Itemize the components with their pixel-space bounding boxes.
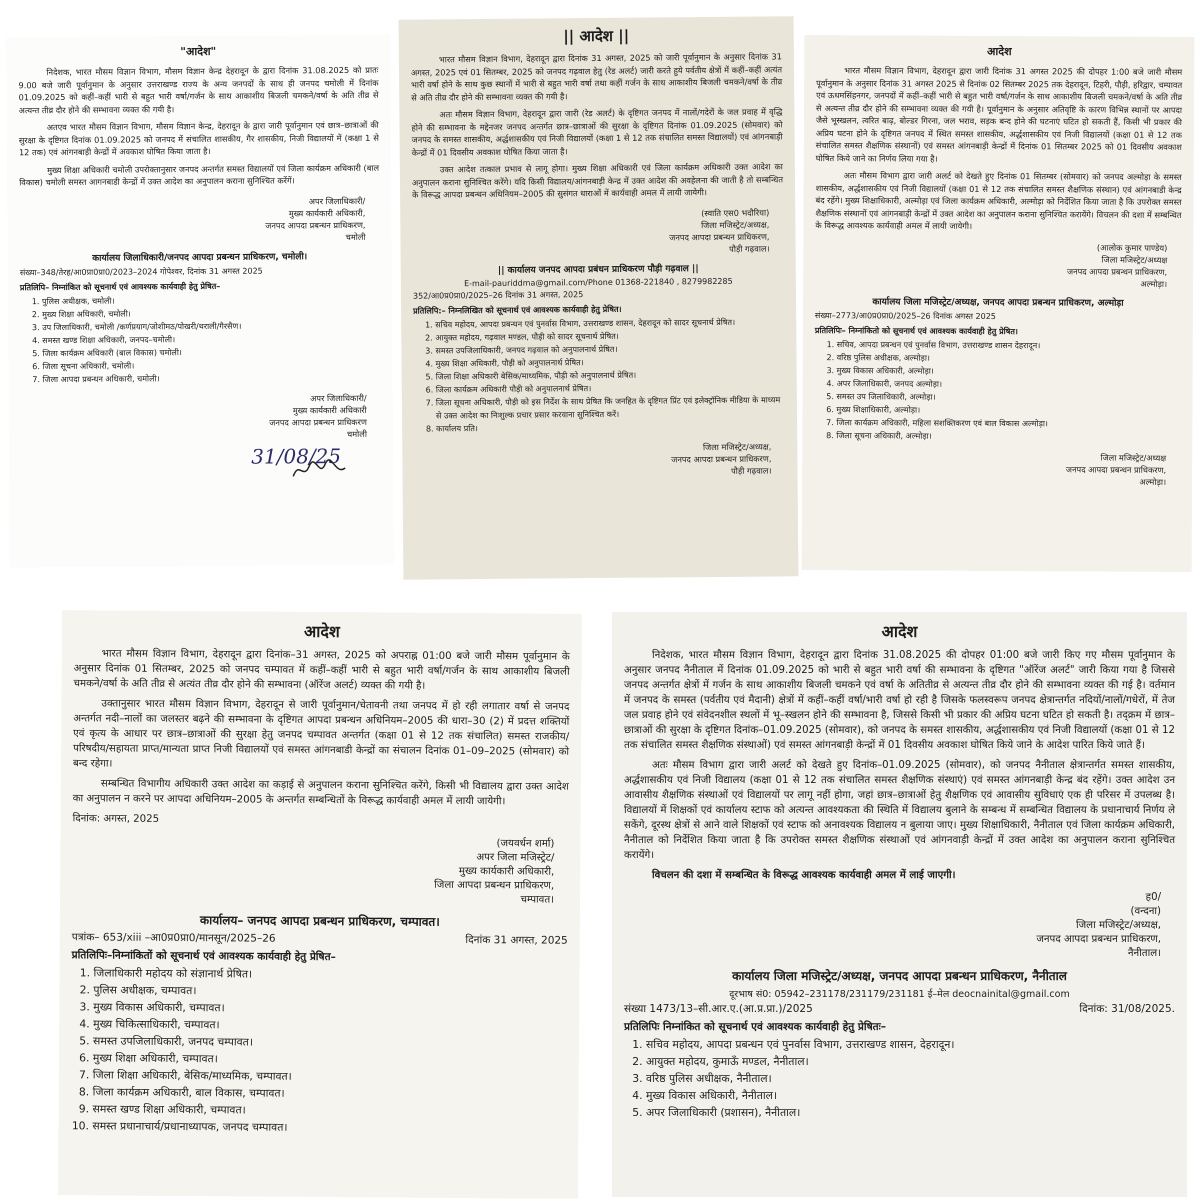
copy-list bbox=[70, 964, 567, 1137]
order-paragraph: भारत मौसम विज्ञान विभाग, देहरादून द्वारा जारी दिनांक 31 अगस्त 2025 की दोपहर 1:00 बजे जारी मौसम पूर्वानुमान के अनुसार दिनांक 31 अगस्त 2025 से दिनांक 02 सितम्बर 2025 तक देहरादून, टिहरी, पौड़ी, हरिद्वार, चम्पावत एवं ऊधमसिंहनगर, जनपदों में कहीं–कहीं भारी से बहुत भारी वर्षा/गर्जन के साथ आकाशीय बिजली चमकने/वर्षा के अति तीव्र से अत्यन्त तीव्र दौर होने की सम्भावना व्यक्त की गयी है। पूर्वानुमान के अनुसार अतिवृष्टि के कारण विभिन्न स्थानों पर आपदा जैसे भूस्खलन, त्वरित बाढ़, बोल्डर गिरना, जल भराव, सड़क बन्द होने की घटनाएं घटित हो सकती हैं, किसी भी प्रकार की अप्रिय घटना होने के दृष्टिगत जनपद में स्थित समस्त शासकीय, अर्द्धशासकीय एवं निजी विद्यालयों (कक्षा 01 से 12 तक संचालित समस्त शैक्षणिक संस्थानों) एवं समस्त आंगनबाड़ी केन्द्रों में दिनांक 01 सितम्बर 2025 को 01 दिवसीय अवकाश घोषित किये जाने का निर्णय लिया गया है। bbox=[815, 65, 1183, 164]
contact-line: दूरभाष सं0: 05942–231178/231179/231181 ई–मेल deocnainital@gmail.com bbox=[729, 989, 1070, 1000]
list-item: 4. समस्त खण्ड शिक्षा अधिकारी, जनपद–चमोली। bbox=[42, 331, 380, 346]
reference-date: दिनांक: 31/08/2025. bbox=[1079, 1003, 1175, 1015]
order-paragraph: अतः मौसम विज्ञान विभाग, देहरादून द्वारा जारी (रेड अलर्ट) के दृष्टिगत जनपद में नालों/गदेरों के जल प्रवाह में वृद्धि होने की सम्भावना के मद्देनजर जनपद अन्तर्गत छात्र–छात्राओं की सुरक्षा के दृष्टिगत दिनांक 01.09.2025 (सोमवार) को जनपद के समस्त शासकीय, अर्द्धशासकीय एवं निजी विद्यालयों (कक्षा 1 से 12 तक संचालित समस्त विद्यालयों) एवं आंगनबाड़ी केन्द्रों में 01 दिवसीय अवकाश घोषित किया जाता है। bbox=[411, 106, 783, 158]
signatory-block: जिला मजिस्ट्रेट/अध्यक्ष, जनपद आपदा प्रबन्धन प्राधिकरण, पौड़ी गढ़वाल। bbox=[671, 440, 772, 476]
list-item: 9. समस्त खण्ड शिक्षा अधिकारी, चम्पावत। bbox=[93, 1100, 567, 1120]
signatory-block: (जयवर्धन शर्मा) अपर जिला मजिस्ट्रेट/ मुख्य कार्यकारी अधिकारी, जिला आपदा प्रबन्धन प्राधिकरण, चम्पावत। bbox=[434, 838, 555, 906]
list-item: 1. सचिव महोदय, आपदा प्रबन्धन एवं पुनर्वास विभाग, उत्तराखण्ड शासन, देहरादून को सादर सूचनार्थ प्रेषित। bbox=[435, 315, 784, 331]
reference-number: पत्रांक– 653/xiii –आ0प्र0प्रा0/मानसून/2025–26 bbox=[71, 931, 276, 945]
list-item: 4. मुख्य शिक्षा अधिकारी, पौड़ी को अनुपालनार्थ प्रेषित। bbox=[436, 354, 785, 370]
reference-line bbox=[624, 1002, 1175, 1016]
list-item: 5. समस्त उप जिलाधिकारी, अल्मोड़ा। bbox=[836, 390, 1180, 405]
order-paragraph: निदेशक, भारत मौसम विज्ञान विभाग, देहरादून द्वारा दिनांक 31.08.2025 की दोपहर 01:00 बजे जारी किए गए मौसम पूर्वानुमान के अनुसार जनपद नैनीताल में दिनांक 01.09.2025 को भारी से बहुत भारी वर्षा की सम्भावना के दृष्टिगत "ऑरेंज अलर्ट" जारी किया गया है जिससे जनपद अन्तर्गत क्षेत्रों में गर्जन के साथ आकाशीय बिजली चमकने एवं वर्षा के अतितीव्र से अत्यन्त तीव्र दौर होने की सम्भावना व्यक्त की गई है। वर्तमान में जनपद के समस्त (पर्वतीय एवं मैदानी) क्षेत्रों में कहीं–कहीं वर्षा/भारी वर्षा हो रही है जिसके फलस्वरूप जनपद क्षेत्रान्तर्गत नदियों/नालों/गधेरों, में तेज जल प्रवाह होने एवं संवेदनशील स्थलों में भू–स्खलन होने की सम्भावना है, जिससे किसी भी प्रकार की अप्रिय घटना घटित हो सकती है। तद्क्रम में छात्र–छात्राओं की सुरक्षा के दृष्टिगत दिनांक–01.09.2025 (सोमवार), को जनपद के समस्त शासकीय, अर्द्धशासकीय एवं निजी विद्यालयों (कक्षा 01 से 12 तक संचालित समस्त शैक्षणिक संस्थाओं) एवं समस्त आंगनबाड़ी केन्द्रों में 01 दिवसीय अवकाश घोषित किये जाने के आदेश पारित किये जाते हैं। bbox=[624, 650, 1175, 751]
list-item: 3. समस्त उपजिलाधिकारी, जनपद गढ़वाल को अनुपालनार्थ प्रेषित। bbox=[435, 341, 784, 357]
list-item: 7. जिला कार्यक्रम अधिकारी, महिला सशक्तिकरण एवं बाल विकास अल्मोड़ा। bbox=[836, 416, 1180, 431]
order-title: "आदेश" bbox=[180, 44, 217, 59]
order-paragraph: अतः मौसम विभाग द्वारा जारी अलर्ट को देखते हुए दिनांक 01 सितम्बर (सोमवार) को जनपद अल्मोड़ा के समस्त शासकीय, अर्द्धशासकीय एवं निजी विद्यालयों (कक्षा 01 से 12 तक संचालित समस्त शैक्षणिक संस्थान) एवं आंगनबाडी केन्द्र बंद रहेंगे। मुख्य शिक्षाधिकारी, अल्मोड़ा एवं जिला कार्यक्रम अधिकारी, अल्मोड़ा को निर्देशित किया जाता है कि उपरोक्त समस्त शैक्षणिक संस्थानों एवं आंगनबाड़ी केन्द्रों में उक्त आदेश का अनुपालन कराना सुनिश्चित करायेंगे। विचलन की दशा में सम्बन्धित के विरूद्ध आवश्यक कार्यवाही अमल में लायी जायेगी। bbox=[815, 170, 1182, 231]
list-item: 2. आयुक्त महोदय, कुमाऊँ मण्डल, नैनीताल। bbox=[646, 1053, 1175, 1070]
order-title: || आदेश || bbox=[563, 26, 630, 46]
copy-heading: प्रतिलिपि– निम्नांकित को सूचनार्थ एवं आवश्यक कार्यवाही हेतु प्रेषित– bbox=[19, 281, 221, 292]
list-item: 2. वरिष्ठ पुलिस अधीक्षक, अल्मोड़ा। bbox=[837, 351, 1181, 366]
copy-list bbox=[624, 1036, 1175, 1121]
list-item: 8. जिला सूचना अधिकारी, अल्मोड़ा। bbox=[836, 429, 1180, 444]
list-item: 4. अपर जिलाधिकारी, जनपद अल्मोड़ा। bbox=[837, 377, 1181, 392]
list-item: 5. जिला शिक्षा अधिकारी बेसिक/माध्यमिक, पौड़ी को अनुपालनार्थ प्रेषित। bbox=[436, 367, 785, 383]
order-paragraph: भारत मौसम विज्ञान विभाग, देहरादून द्वारा दिनांक 31 अगस्त, 2025 को जारी पूर्वानुमान के अनुसार दिनांक 31 अगस्त, 2025 एवं 01 सितम्बर, 2025 को जनपद गढ़वाल हेतु (रेड अलर्ट) जारी करते हुये पर्वतीय क्षेत्रों में कहीं–कहीं अत्यंत भारी वर्षा होने के साथ कुछ स्थानों में भारी से बहुत भारी वर्षा तथा कहीं गर्जन के साथ आकाशीय बिजली चमकने/वर्षा के तीव्र से अति तीव्र दौर होने की सम्भावना व्यक्त की गयी है। bbox=[410, 51, 783, 103]
reference-number: संख्या–2773/आ0प्र0प्रा0/2025–26 दिनांक अगस्त 2025 bbox=[814, 310, 996, 321]
reference-number: संख्या–348/तेरह/आ0प्रा0प्रा0/2023–2024 गोपेश्वर, दिनांक 31 अगस्त 2025 bbox=[19, 266, 263, 277]
list-item: 3. मुख्य विकास अधिकारी, चम्पावत। bbox=[93, 998, 567, 1018]
reference-number: 352/आ0प्र0प्रा0/2025–26 दिनांक 31 अगस्त, 2025 bbox=[412, 289, 584, 301]
order-almora bbox=[802, 35, 1195, 572]
list-item: 7. जिला आपदा प्रबन्धन अधिकारी, चमोली। bbox=[42, 370, 380, 385]
office-heading: || कार्यालय जनपद आपदा प्रबंधन प्राधिकरण पौड़ी गढ़वाल || bbox=[497, 263, 699, 276]
office-heading: कार्यालय जिलाधिकारी/जनपद आपदा प्रबन्धन प्राधिकरण, चमोली। bbox=[92, 251, 308, 264]
copy-heading: प्रतिलिपि:– निम्नलिखित को सूचनार्थ एवं आवश्यक कार्यवाही हेतु प्रेषित। bbox=[413, 304, 622, 316]
list-item: 2. मुख्य शिक्षा अधिकारी, चमोली। bbox=[42, 305, 380, 320]
handwritten-date: 31/08/25 bbox=[251, 443, 342, 469]
list-item: 5. जिला कार्यक्रम अधिकारी (बाल विकास) चमोली। bbox=[42, 344, 380, 359]
list-item: 2. आयुक्त महोदय, गढ़वाल मण्डल, पौड़ी को सादर सूचनार्थ प्रेषित। bbox=[435, 328, 784, 344]
order-paragraph: निदेशक, भारत मौसम विज्ञान विभाग, मौसम विज्ञान केन्द्र देहरादून के द्वारा दिनांक 31.08.2025 को प्रातः 9.00 बजे जारी पूर्वानुमान के अनुसार उत्तराखण्ड राज्य के अन्य जनपदों के साथ ही जनपद चमोली में दिनांक 01.09.2025 को कहीं–कहीं भारी से बहुत भारी वर्षा/गर्जन के साथ आकाशीय बिजली चमकने/वर्षा के अति तीव्र से अत्यन्त तीव्र दौर होने की सम्भावना व्यक्त की गयी है। bbox=[18, 64, 379, 115]
list-item: 4. मुख्य चिकित्साधिकारी, चम्पावत। bbox=[93, 1015, 567, 1035]
signatory-block: अपर जिलाधिकारी/ मुख्य कार्यकारी अधिकारी जनपद आपदा प्रबन्धन प्राधिकरण चमोली bbox=[269, 392, 367, 439]
order-champawat bbox=[58, 610, 582, 1199]
signature-scribble bbox=[289, 458, 349, 482]
signatory-block: अपर जिलाधिकारी/ मुख्य कार्यकारी अधिकारी, जनपद आपदा प्रबन्धन प्राधिकरण, चमोली bbox=[265, 195, 366, 242]
list-item: 3. वरिष्ठ पुलिस अधीक्षक, नैनीताल। bbox=[646, 1070, 1175, 1087]
order-paragraph: भारत मौसम विज्ञान विभाग, देहरादून द्वारा दिनांक–31 अगस्त, 2025 को अपराह्न 01:00 बजे जारी मौसम पूर्वानुमान के अनुसार दिनांक 01 सितम्बर, 2025 को जनपद चम्पावत में कहीं–कहीं भारी से बहुत भारी वर्षा/गर्जन के साथ आकाशीय बिजली चमकने/वर्षा के अति तीव्र से अत्यंत तीव्र दौर होने की सम्भावना (ऑरेंज अलर्ट) व्यक्त की गयी है। bbox=[73, 648, 570, 692]
copy-heading: प्रतिलिपिः निम्नांकित को सूचनार्थ एवं आवश्यक कार्यवाही हेतु प्रेषितः– bbox=[624, 1021, 887, 1033]
office-heading: कार्यालय जिला मजिस्ट्रेट/अध्यक्ष, जनपद आपदा प्रबन्धन प्राधिकरण, नैनीताल bbox=[732, 969, 1067, 983]
reference-line bbox=[413, 287, 784, 301]
copy-list bbox=[413, 315, 785, 435]
order-nainital bbox=[612, 612, 1187, 1197]
reference-line bbox=[72, 930, 568, 947]
order-title: आदेश bbox=[303, 621, 340, 642]
office-heading: कार्यालय– जनपद आपदा प्रबन्धन प्राधिकरण, चम्पावत। bbox=[199, 913, 440, 929]
list-item: 1. सचिव, आपदा प्रबन्धन एवं पुनर्वास विभाग, उत्तराखण्ड शासन देहरादून। bbox=[837, 338, 1181, 353]
list-item: 10. समस्त प्रधानाचार्य/प्रधानाध्यापक, जनपद चम्पावत। bbox=[92, 1117, 566, 1137]
list-item: 5. अपर जिलाधिकारी (प्रशासन), नैनीताल। bbox=[646, 1104, 1175, 1121]
list-item: 1. जिलाधिकारी महोदय को संज्ञानार्थ प्रेषित। bbox=[93, 964, 567, 984]
order-paragraph: अतः मौसम विभाग द्वारा जारी अलर्ट को देखते हुए दिनांक–01.09.2025 (सोमवार), को जनपद नैनीताल क्षेत्रान्तर्गत समस्त शासकीय, अर्द्धशासकीय एवं निजी विद्यालय (कक्षा 01 से 12 तक संचालित समस्त शैक्षणिक संस्थाएं) एवं समस्त आंगनबाड़ी केन्द्र बंद रहेंगे। उक्त आदेश उन आवासीय शैक्षणिक संस्थाओं एवं विद्यालयों पर लागू नहीं होगा, जहां छात्र–छात्राओं हेतु शैक्षणिक एवं आवासीय सुविधाएं एक ही परिसर में उपलब्ध है। विद्यालयों में शिक्षकों एवं कार्यालय स्टाफ को अत्यन्त आवश्यकता की स्थिति में विद्यालय बुलाने के सम्बन्ध में सम्बन्धित विद्यालय के प्रधानाचार्य निर्णय ले सकेंगे, दूरस्थ क्षेत्रों से आने वाले शिक्षकों एवं स्टाफ को अनावश्यक विद्यालय न बुलाया जाए। मुख्य शिक्षाधिकारी, नैनीताल एवं जिला कार्यक्रम अधिकारी, नैनीताल को निर्देशित किया जाता है कि उपरोक्त समस्त शैक्षणिक संस्थाओं एवं आंगनवाड़ी केन्द्रों में उक्त आदेश का अनुपालन कराना सुनिश्चित करायेंगे। bbox=[624, 760, 1175, 861]
order-date-line: दिनांक: अगस्त, 2025 bbox=[72, 813, 160, 825]
list-item: 2. पुलिस अधीक्षक, चम्पावत। bbox=[93, 981, 567, 1001]
order-paragraph: अतएव भारत मौसम विज्ञान विभाग, मौसम विज्ञान केन्द्र, देहरादून के द्वारा जारी पूर्वानुमान एवं छात्र–छात्राओं की सुरक्षा के दृष्टिगत दिनांक 01.09.2025 को जनपद में संचालित शासकीय, गैर शासकीय, निजी विद्यालयों में (कक्षा 1 से 12 तक) एवं आंगनबाड़ी केन्द्रों में अवकाश घोषित किया जाता है। bbox=[18, 119, 379, 158]
reference-line bbox=[20, 264, 380, 278]
signatory-block: (स्वाति एस0 भदौरिया) जिला मजिस्ट्रेट/अध्यक्ष, जनपद आपदा प्रबन्धन प्राधिकरण, पौड़ी गढ़वाल। bbox=[669, 207, 770, 254]
list-item: 7. जिला शिक्षा अधिकारी, बेसिक/माध्यमिक, चम्पावत। bbox=[93, 1066, 567, 1086]
signatory-block: जिला मजिस्ट्रेट/अध्यक्ष जनपद आपदा प्रबन्धन प्राधिकरण, अल्मोड़ा। bbox=[1065, 452, 1167, 487]
contact-line: E-mail-pauriddma@gmail.com/Phone 01368-221840 , 8279982285 bbox=[463, 276, 733, 288]
list-item: 8. जिला कार्यक्रम अधिकारी, बाल विकास, चम्पावत। bbox=[93, 1083, 567, 1103]
order-paragraph: उक्तानुसार भारत मौसम विज्ञान विभाग, देहरादून से जारी पूर्वानुमान/चेतावनी तथा जनपद में हो रही लगातार वर्षा से जनपद अन्तर्गत नदी–नालों का जलस्तर बढ़ने की सम्भावना के दृष्टिगत आपदा प्रबन्धन अधिनियम–2005 की धारा–30 (2) में प्रदत्त शक्तियों एवं कृत्य के आधार पर छात्र–छात्राओं की सुरक्षा हेतु जनपद चम्पावत अन्तर्गत (कक्षा 01 से 12 तक संचालित) समस्त राजकीय/परिषदीय/सहायता प्राप्त/मान्यता प्राप्त निजी विद्यालयों एवं समस्त आंगनबाडी केन्द्रों का संचालन दिनांक 01–09–2025 (सोमवार) को बन्द रहेगा। bbox=[72, 698, 570, 770]
signatory-block: (आलोक कुमार पाण्डेय) जिला मजिस्ट्रेट/अध्यक्ष जनपद आपदा प्रबन्धन प्राधिकरण, अल्मोड़ा। bbox=[1066, 242, 1168, 289]
office-heading: कार्यालय जिला मजिस्ट्रेट/अध्यक्ष, जनपद आपदा प्रबन्धन प्राधिकरण, अल्मोड़ा bbox=[872, 296, 1124, 309]
copy-list bbox=[814, 338, 1181, 444]
list-item: 8. कार्यालय प्रति। bbox=[436, 419, 785, 435]
order-pauri bbox=[399, 16, 799, 579]
order-paragraph: मुख्य शिक्षा अधिकारी चमोली उपरोक्तानुसार जनपद अन्तर्गत समस्त विद्यालयों एवं जिला कार्यक्रम अधिकारी (बाल विकास) चमोली समस्त आगनबाडी केन्द्रों में उक्त आदेश का अनुपालन कराना सुनिश्चित करेंगें। bbox=[19, 162, 380, 188]
list-item: 6. मुख्य शिक्षा अधिकारी, चम्पावत। bbox=[93, 1049, 567, 1069]
list-item: 3. उप जिलाधिकारी, चमोली /कर्णप्रयाग/जोशीमठ/पोखरी/थराली/गैरसैण। bbox=[42, 318, 380, 333]
list-item: 4. मुख्य विकास अधिकारी, नैनीताल। bbox=[646, 1087, 1175, 1104]
order-title: आदेश bbox=[986, 44, 1012, 59]
list-item: 6. जिला कार्यक्रम अधिकारी पौड़ी को अनुपालनार्थ प्रेषित। bbox=[436, 380, 785, 396]
order-paragraph: विचलन की दशा में सम्बन्धित के विरूद्ध आवश्यक कार्यवाही अमल में लाई जाएगी। bbox=[652, 870, 956, 881]
list-item: 5. समस्त उपजिलाधिकारी, जनपद चम्पावत। bbox=[93, 1032, 567, 1052]
list-item: 7. जिला सूचना अधिकारी, पौड़ी को इस निर्देश के साथ प्रेषित कि जनहित के दृष्टिगत प्रिंट एवं इलेक्ट्रॉनिक मीडिया के माध्यम से उक्त आदेश का निःशुल्क प्रचार प्रसार करवाना सुनिश्चित करें। bbox=[436, 393, 785, 422]
list-item: 1. सचिव महोदय, आपदा प्रबन्धन एवं पुनर्वास विभाग, उत्तराखण्ड शासन, देहरादून। bbox=[646, 1036, 1175, 1053]
order-paragraph: उक्त आदेश तत्काल प्रभाव से लागू होगा। मुख्य शिक्षा अधिकारी एवं जिला कार्यक्रम अधिकारी उक्त आदेश का अनुपालन कराना सुनिश्चित करेंगे। यदि किसी विद्यालय/आंगनबाड़ी केन्द्र में उक्त आदेश की अवहेलना की जाती है तो सम्बन्धित के विरूद्ध आपदा प्रबन्धन अधिनियम–2005 की सुसंगत धाराओं में कार्यवाही अमल में लायी जायेगी। bbox=[411, 161, 784, 200]
list-item: 3. मुख्य विकास अधिकारी, अल्मोड़ा। bbox=[837, 364, 1181, 379]
order-paragraph: सम्बन्धित विभागीय अधिकारी उक्त आदेश का कड़ाई से अनुपालन कराना सुनिश्चित करेंगे, किसी भी विद्यालय द्वारा उक्त आदेश का अनुपालन न करने पर आपदा अधिनियम–2005 के अन्तर्गत सम्बन्धितों के विरूद्ध कार्यवाही अमल में लायी जायेगी। bbox=[72, 778, 569, 808]
list-item: 1. पुलिस अधीक्षक, चमोली। bbox=[42, 292, 380, 307]
order-title: आदेश bbox=[881, 622, 918, 641]
signatory-block: ह0/ (वन्दना) जिला मजिस्ट्रेट/अध्यक्ष, जनपद आपदा प्रबन्धन प्राधिकरण, नैनीताल। bbox=[1036, 892, 1161, 959]
list-item: 6. मुख्य शिक्षाधिकारी, अल्मोड़ा। bbox=[836, 403, 1180, 418]
reference-line bbox=[815, 310, 1181, 323]
list-item: 6. जिला सूचना अधिकारी, चमोली। bbox=[42, 357, 380, 372]
reference-number: संख्या 1473/13–सी.आर.ए.(आ.प्र.प्रा.)/2025 bbox=[624, 1003, 813, 1015]
copy-heading: प्रतिलिपिः–निम्नांकितों को सूचनार्थ एवं आवश्यक कार्यवाही हेतु प्रेषित– bbox=[71, 949, 336, 964]
order-chamoli bbox=[6, 35, 394, 568]
copy-heading: प्रतिलिपिः– निम्नांकितो को सूचनार्थ एवं आवश्यक कार्यवाही हेतु प्रेषित। bbox=[814, 325, 1019, 336]
reference-date: दिनांक 31 अगस्त, 2025 bbox=[465, 934, 568, 947]
copy-list bbox=[20, 292, 381, 386]
